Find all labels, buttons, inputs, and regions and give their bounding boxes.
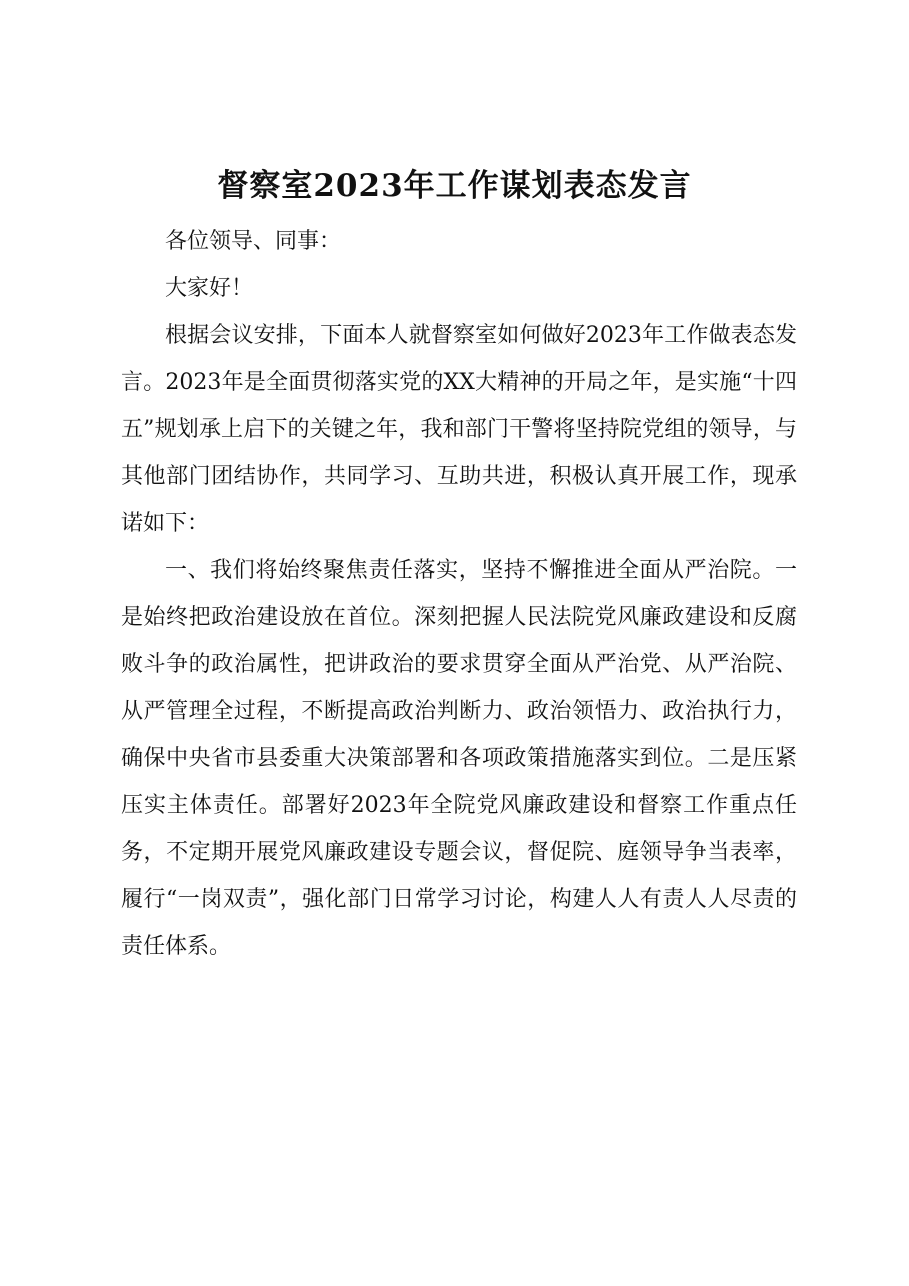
section-one-paragraph: 一、我们将始终聚焦责任落实，坚持不懈推进全面从严治院。一是始终把政治建设放在首位。深刻把握人民法院党风廉政建设和反腐败斗争的政治属性，把讲政治的要求贯穿全面从严治党、从严治院、从严管理全过程，不断提高政治判断力、政治领悟力、政治执行力，确保中央省市县委重大决策部署和各项政策措施落实到位。二是压紧压实主体责任。部署好2023年全院党风廉政建设和督察工作重点任务，不定期开展党风廉政建设专题会议，督促院、庭领导争当表率，履行“一岗双责”，强化部门日常学习讨论，构建人人有责人人尽责的责任体系。 (121, 558, 797, 959)
intro-paragraph: 根据会议安排，下面本人就督察室如何做好2023年工作做表态发言。2023年是全面贯彻落实党的XX大精神的开局之年，是实施“十四五”规划承上启下的关键之年，我和部门干警将坚持院党组的领导，与其他部门团结协作，共同学习、互助共进，积极认真开展工作，现承诺如下： (121, 323, 797, 536)
greeting: 大家好！ (165, 276, 254, 301)
document-title: 督察室2023年工作谋划表态发言 (217, 168, 692, 204)
salutation: 各位领导、同事： (165, 229, 342, 254)
document-body (121, 218, 797, 970)
